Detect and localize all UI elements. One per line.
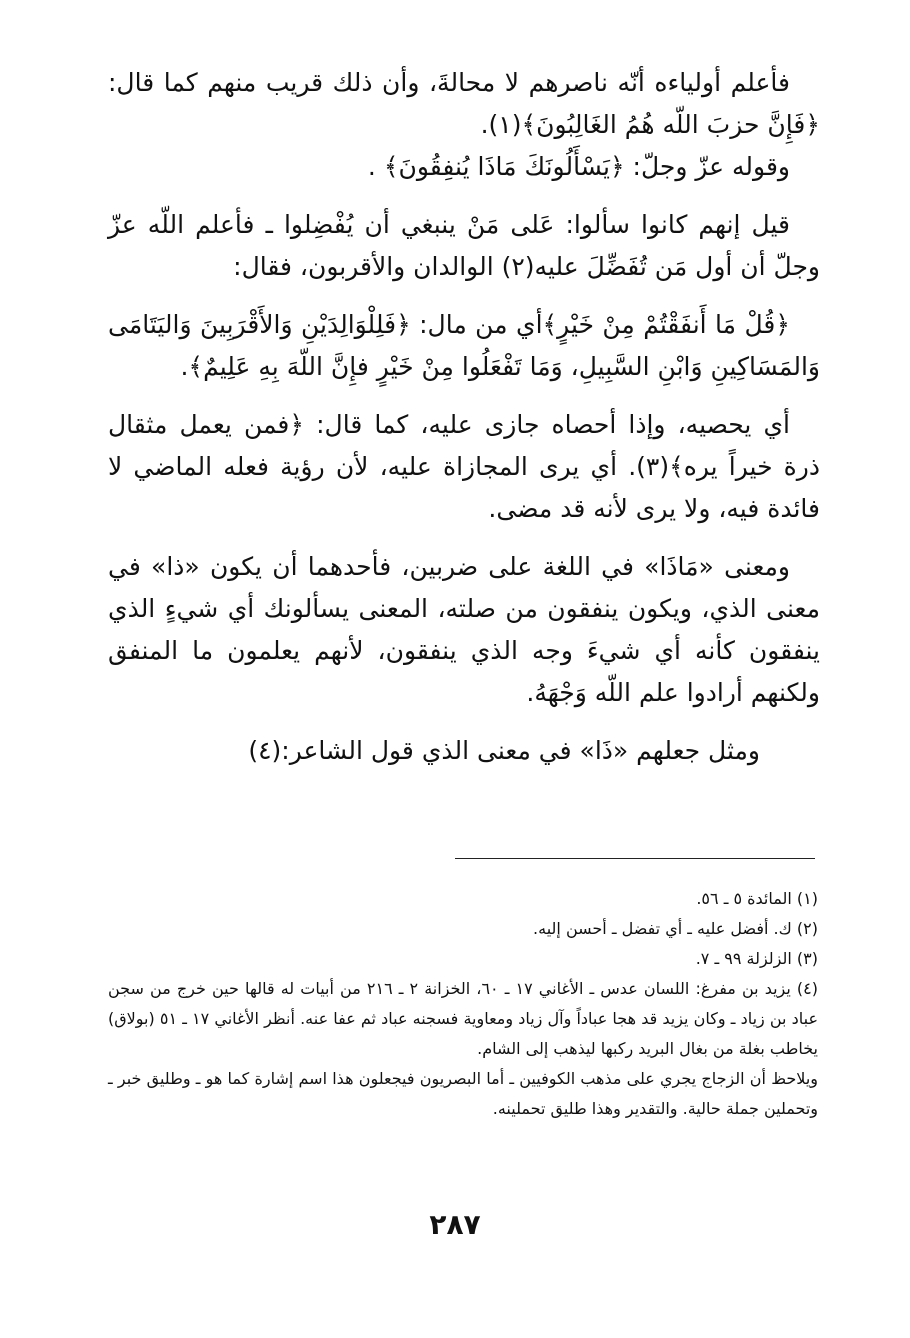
- paragraph-4: أي يحصيه، وإذا أحصاه جازى عليه، كما قال: ﴿فمن يعمل مثقال ذرة خيراً يره﴾(٣). أي يرى المجازاة عليه، لأن رؤية فعله الماضي لا فائدة فيه، ولا يرى لأنه قد مضى.: [108, 410, 820, 523]
- paragraph-3: قيل إنهم كانوا سألوا: عَلى مَنْ ينبغي أن يُفْضِلوا ـ فأعلم اللّه عزّ وجلّ أن أول مَن تُفَضِّلَ عليه(٢) الوالدان والأقربون، فقال:: [108, 210, 820, 281]
- footnote-divider: [455, 858, 815, 859]
- footnotes: [108, 884, 818, 1124]
- main-text: [108, 62, 820, 772]
- footnote-4: (٤) يزيد بن مفرغ: اللسان عدس ـ الأغاني ١٧ ـ ٦٠، الخزانة ٢ ـ ٢١٦ من أبيات له قالها حين خرج من سجن عباد بن زياد ـ وكان يزيد قد هجا عباداً وآل زياد ومعاوية فسجنه عباد ثم عفا عنه. أنظر الأغاني ١٧ ـ ٥١ (بولاق) يخاطب بغلة من بغال البريد ركبها ليذهب إلى الشام.: [108, 979, 819, 1058]
- paragraph-5: ومعنى «مَاذَا» في اللغة على ضربين، فأحدهما أن يكون «ذا» في معنى الذي، ويكون ينفقون من صلته، المعنى يسألونك أي شيءٍ الذي ينفقون كأنه أي شيءَ وجه الذي ينفقون، لأنهم يعلمون ما المنفق ولكنهم أرادوا علم اللّه وَجْهَهُ.: [108, 552, 820, 707]
- footnote-1: (١) المائدة ٥ ـ ٥٦.: [696, 889, 818, 908]
- footnote-4-note: ويلاحظ أن الزجاج يجري على مذهب الكوفيين ـ أما البصريون فيجعلون هذا اسم إشارة كما هو ـ وطليق خبر ـ وتحملين جملة حالية. والتقدير وهذا طليق تحملينه.: [108, 1069, 818, 1118]
- paragraph-1: فأعلم أولياءه أنّه ناصرهم لا محالةَ، وأن ذلك قريب منهم كما قال: ﴿فَإِنَّ حزبَ اللّه هُمُ الغَالِبُونَ﴾(١).: [108, 68, 820, 139]
- paragraph-2: وقوله عزّ وجلّ: ﴿يَسْأَلُونَكَ مَاذَا يُنفِقُونَ﴾ .: [367, 152, 790, 181]
- footnote-3: (٣) الزلزلة ٩٩ ـ ٧.: [695, 949, 818, 968]
- paragraph-6: ومثل جعلهم «ذَا» في معنى الذي قول الشاعر:(٤): [248, 736, 760, 765]
- footnote-2: (٢) ك. أفضل عليه ـ أي تفضل ـ أحسن إليه.: [533, 919, 818, 938]
- page-number: ٢٨٧: [429, 1208, 481, 1241]
- quran-verse: ﴿قُلْ مَا أَنفَقْتُمْ مِنْ خَيْرٍ﴾أي من مال: ﴿فَلِلْوَالِدَيْنِ وَالأَقْرَبِينَ وَاليَتَامَى وَالمَسَاكِينِ وَابْنِ السَّبِيلِ، وَمَا تَفْعَلُوا مِنْ خَيْرٍ فإِنَّ اللّهَ بِهِ عَلِيمٌ﴾.: [108, 310, 820, 381]
